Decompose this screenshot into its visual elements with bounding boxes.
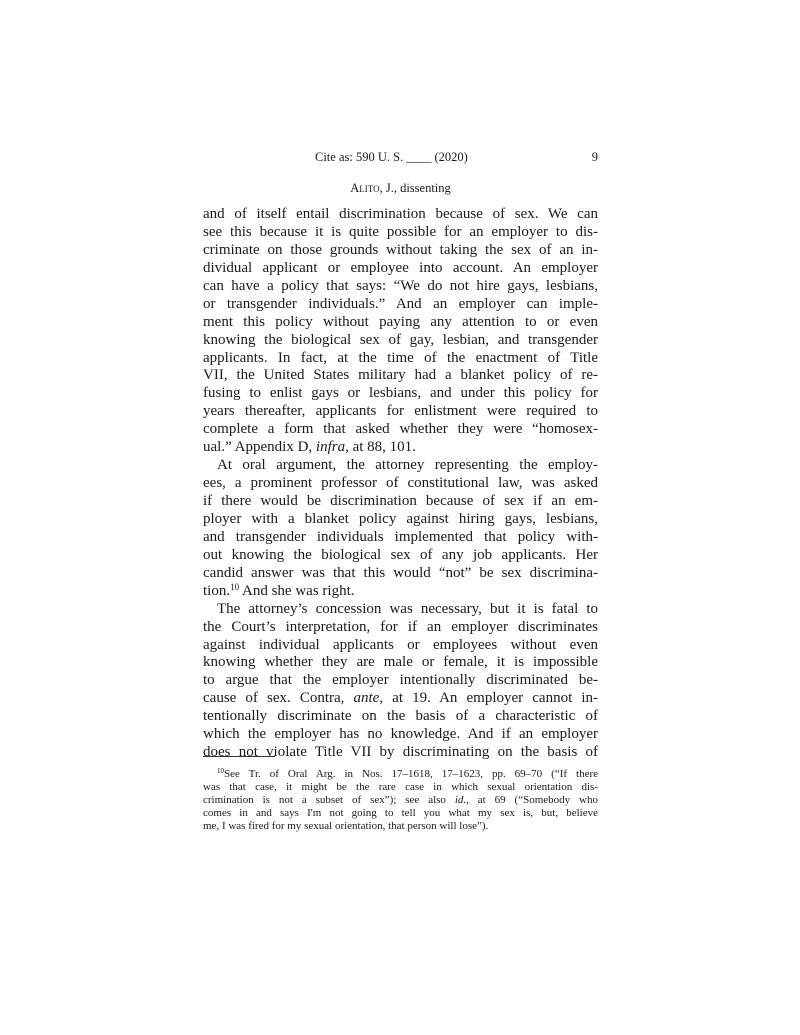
text-line [203,583,598,601]
text-line: fusing to enlist gays or lesbians, and under this policy for [203,385,598,402]
text-line: or transgender individuals.” And an employer can imple- [203,295,598,312]
text-line: candid answer was that this would “not” be sex discrimina- [203,564,598,581]
running-head [203,181,598,196]
text-run: See Tr. of Oral Arg. in Nos. 17–1618, 17–1623, pp. 69–70 (“If there [224,768,598,780]
text-run: ual.” Appendix D, [203,439,316,456]
text-run: , at 69 (“Somebody who [466,794,598,807]
footnote-number: 10 [217,767,224,775]
text-run: cause of sex. Contra, [203,690,354,707]
justice-name: Alito [350,181,380,195]
text-line [203,690,598,708]
footnote-line [203,794,598,807]
italic-citation: id. [454,794,467,807]
italic-citation: ante [353,690,380,707]
text-line: VII, the United States military had a blanket policy of re- [203,367,598,384]
text-line: ees, a prominent professor of constitutional law, was asked [203,475,598,492]
text-line: the Court’s interpretation, for if an employer discriminates [203,618,598,635]
text-line: years thereafter, applicants for enlistment were required to [203,403,598,420]
footnote-line [203,768,598,781]
text-line: complete a form that asked whether they were “homosex- [203,421,598,438]
text-line: and of itself entail discrimination because of sex. We can [203,206,598,222]
text-line: to argue that the employer intentionally discriminated be- [203,672,598,689]
text-line: tentionally discriminate on the basis of a characteristic of [203,708,598,725]
text-line: which the employer has no knowledge. And if an employer [203,726,598,743]
text-line: ment this policy without paying any attention to or even [203,313,598,330]
text-run: tion. [203,582,231,599]
text-run: crimination is not a subset of sex”); see also [203,794,455,807]
text-line: out knowing the biological sex of any job applicants. Her [203,546,598,563]
text-line: The attorney’s concession was necessary, but it is fatal to [217,600,598,617]
italic-citation: infra [315,439,346,456]
text-line: knowing the biological sex of gay, lesbian, and transgender [203,331,598,348]
text-line: does not violate Title VII by discriminating on the basis of [203,744,598,761]
text-line: against individual applicants or employees without even [203,636,598,653]
text-line: if there would be discrimination because of sex if an em- [203,493,598,509]
footnote-divider [203,756,275,757]
text-line: dividual applicant or employee into account. An employer [203,259,598,276]
text-line: can have a policy that says: “We do not hire gays, lesbians, [203,277,598,294]
body-text [203,206,598,762]
footnote-line: me, I was fired for my sexual orientation, that person will lose”). [203,820,489,833]
text-run: , at 19. An employer cannot in- [379,690,598,707]
text-line: applicants. In fact, at the time of the enactment of Title [203,349,598,366]
footnote-line: was that case, it might be the rare case in which sexual orientation dis- [203,781,598,794]
text-line: and transgender individuals implemented that policy with- [203,528,598,545]
citation: Cite as: 590 U. S. ____ (2020) [315,150,468,164]
footnote-reference[interactable]: 10 [230,581,240,592]
text-line: see this because it is quite possible for an employer to dis- [203,223,598,240]
text-line: knowing whether they are male or female, it is impossible [203,654,598,671]
text-line [203,439,598,457]
opinion-type: , J., dissenting [379,181,451,195]
text-run: And she was right. [239,582,355,599]
text-line: At oral argument, the attorney representing the employ- [217,457,598,474]
footnote-line: comes in and says I'm not going to tell you what my sex is, but, believe [203,807,598,820]
text-line: ployer with a blanket policy against hiring gays, lesbians, [203,510,598,527]
text-line: criminate on those grounds without taking the sex of an in- [203,241,598,258]
footnote-10 [203,768,598,833]
text-run: , at 88, 101. [345,439,416,456]
page-number: 9 [591,150,598,164]
